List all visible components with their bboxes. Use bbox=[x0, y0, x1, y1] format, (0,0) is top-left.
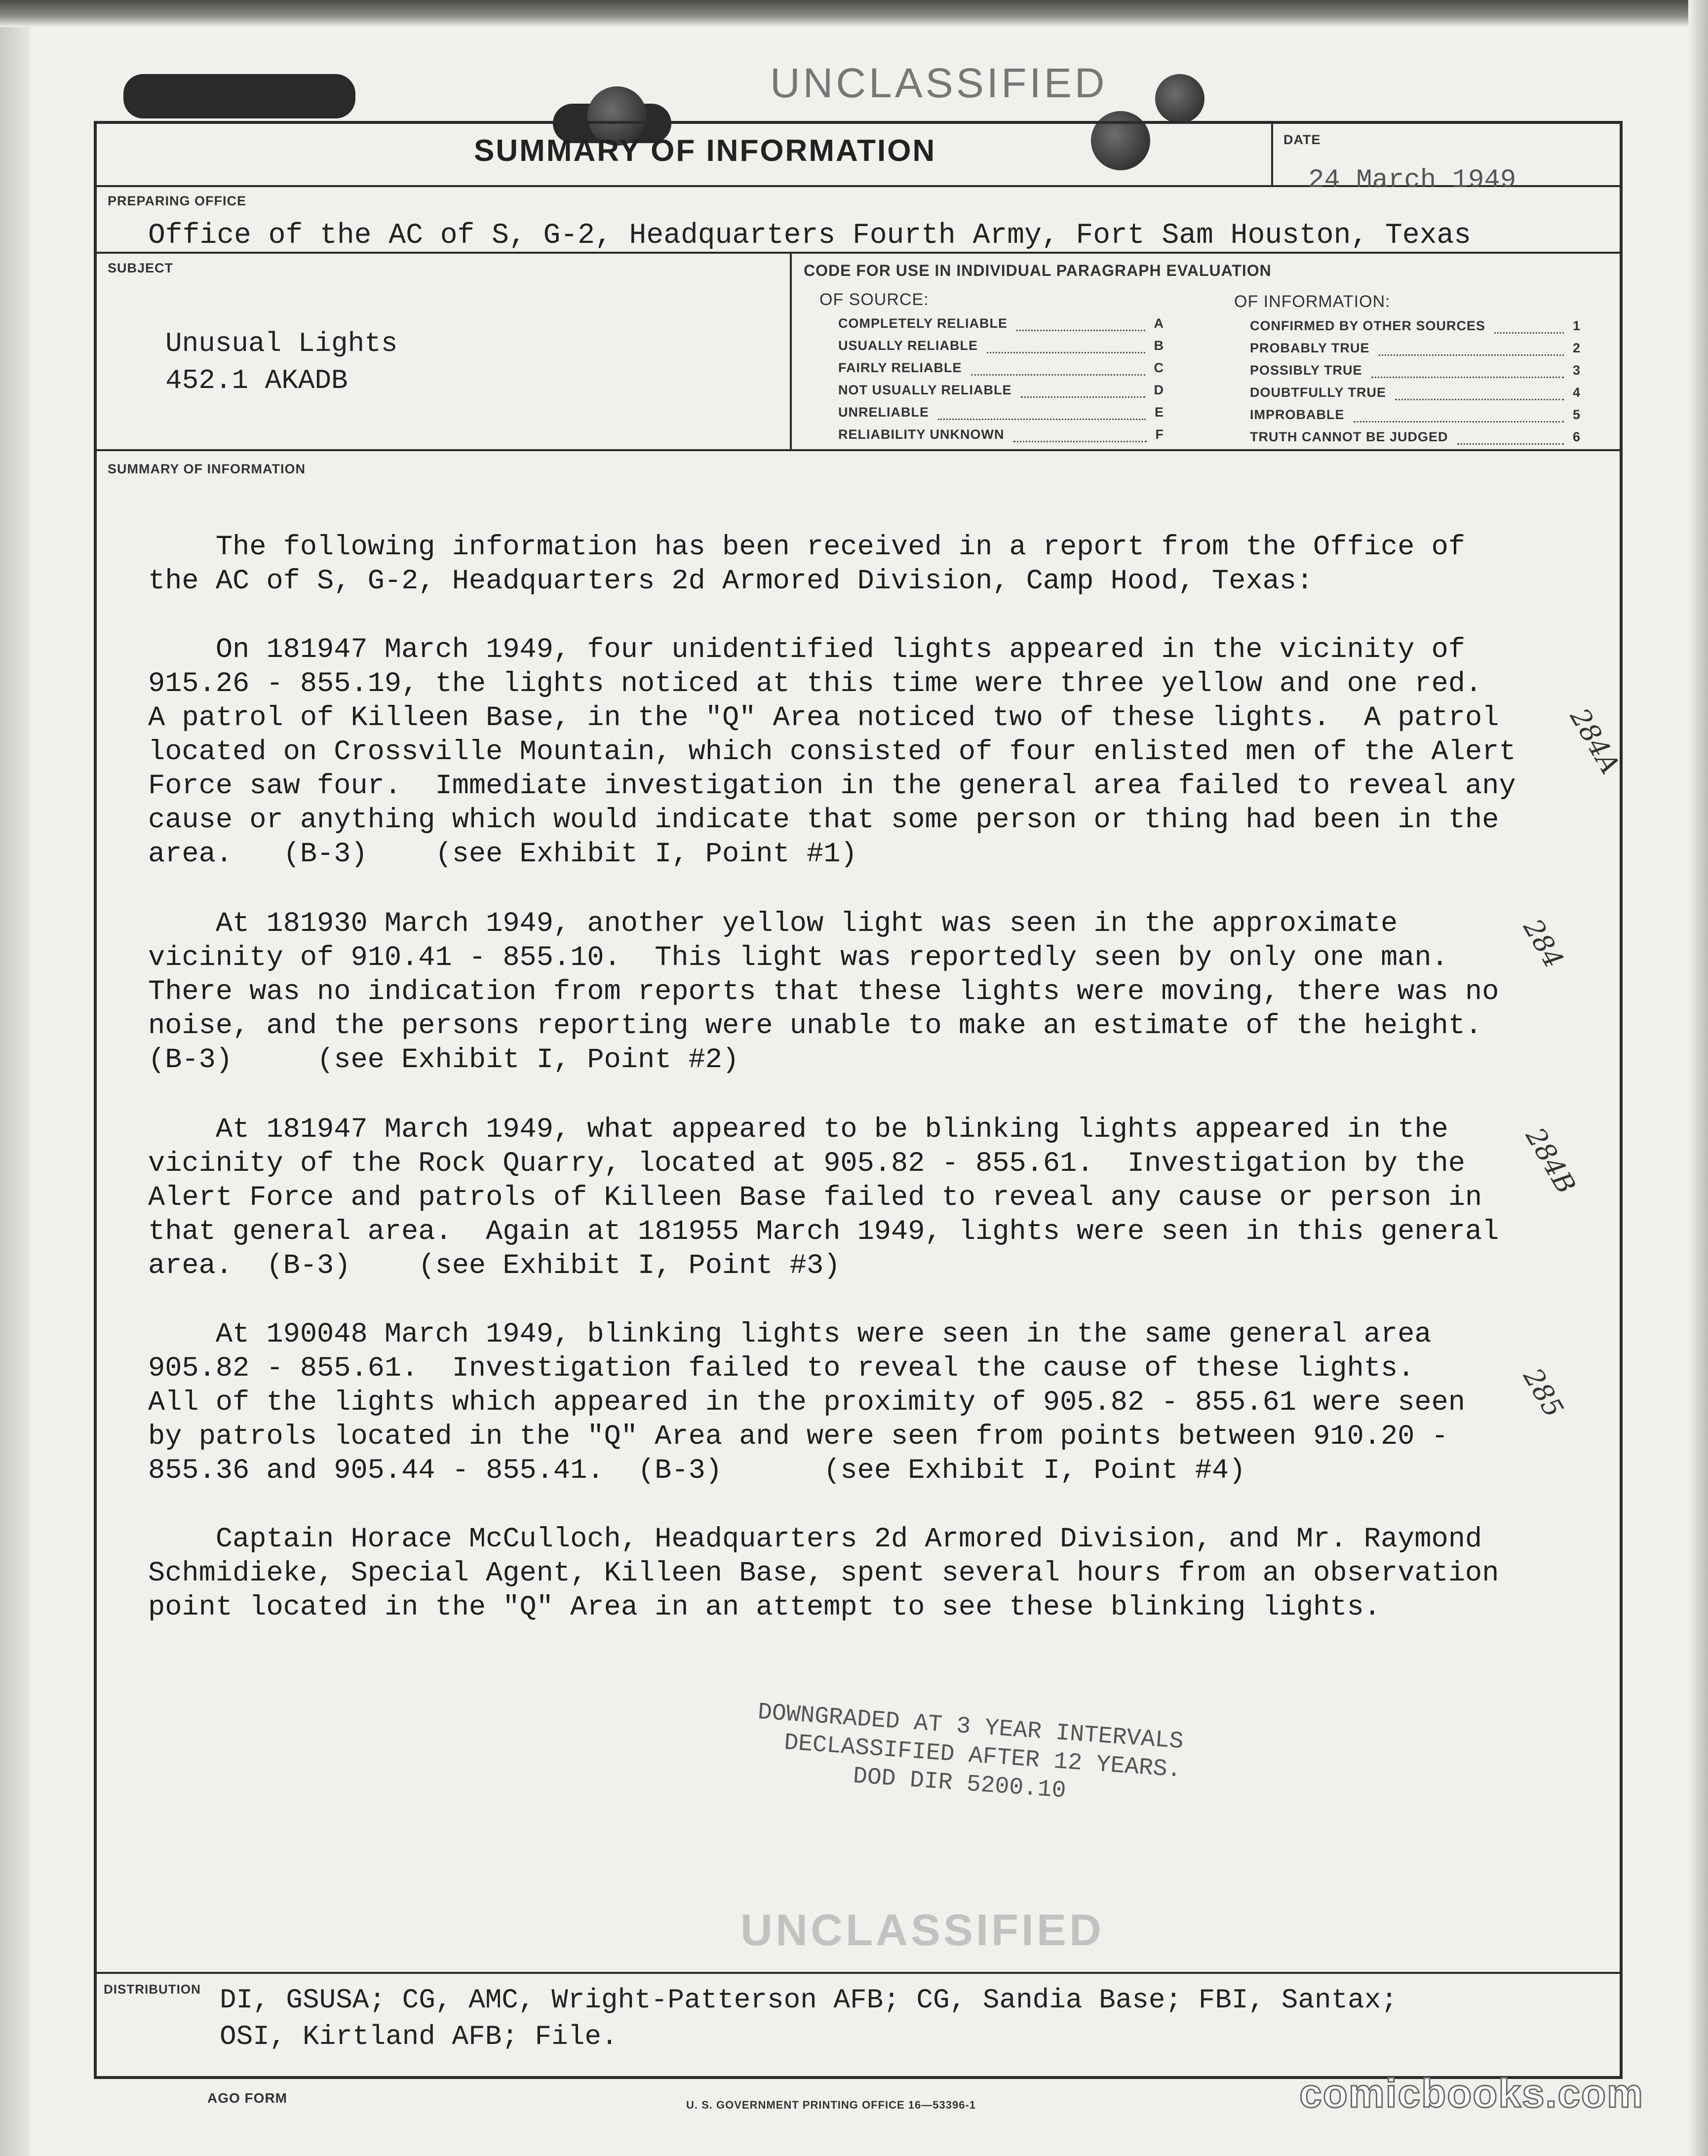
margin-note: 284A bbox=[1564, 703, 1626, 779]
evaluation-code-title: CODE FOR USE IN INDIVIDUAL PARAGRAPH EVALUATION bbox=[804, 262, 1272, 279]
summary-paragraph: The following information has been received in a report from the Office of the AC of S, G-2, Headquarters 2d Armored Division, Camp Hood, Texas: bbox=[148, 532, 1466, 597]
information-heading: OF INFORMATION: bbox=[1234, 292, 1391, 311]
downgrade-stamp: DOWNGRADED AT 3 YEAR INTERVALS DECLASSIFIED AFTER 12 YEARS. DOD DIR 5200.10 bbox=[753, 1699, 1185, 1805]
source-row: COMPLETELY RELIABLE A bbox=[838, 316, 1164, 331]
site-watermark: comicbooks.com bbox=[1299, 2071, 1644, 2116]
summary-paragraph: On 181947 March 1949, four unidentified lights appeared in the vicinity of 915.26 - 855.19, the lights noticed at this time were three yellow and one red. A patrol of Killeen Base, in the "Q" Area noticed two of these lights. A patrol located on Crossville Mountain, which consisted of four enlisted men of the Alert Force saw four. Immediate investigation in the general area failed to reveal any cause or anything which would indicate that some person or thing had been in the area. (B-3) (see Exhibit I, Point #1) bbox=[148, 634, 1516, 870]
rule bbox=[1271, 121, 1273, 187]
information-row: PROBABLY TRUE 2 bbox=[1250, 341, 1581, 355]
printer-line: U. S. GOVERNMENT PRINTING OFFICE 16—53396-1 bbox=[686, 2099, 976, 2111]
scan-left-edge bbox=[0, 0, 30, 2156]
source-reliability-list bbox=[838, 316, 1164, 449]
subject-line-2: 452.1 AKADB bbox=[165, 365, 348, 396]
date-value: 24 March 1949 bbox=[1308, 165, 1516, 195]
scan-right-edge bbox=[1688, 0, 1708, 2156]
source-row: NOT USUALLY RELIABLE D bbox=[838, 383, 1164, 397]
summary-paragraph: At 190048 March 1949, blinking lights were seen in the same general area 905.82 - 855.61. Investigation failed to reveal the cause of these lights. All of the lights which appeared in the proximity of 905.82 - 855.61 were seen by patrols located in the "Q" Area and were seen from points between 910.20 - 855.36 and 905.44 - 855.41. (B-3) (see Exhibit I, Point #4) bbox=[148, 1319, 1466, 1487]
source-heading: OF SOURCE: bbox=[819, 290, 929, 309]
form-number: AGO FORM bbox=[207, 2090, 287, 2106]
source-row: USUALLY RELIABLE B bbox=[838, 338, 1164, 353]
information-row: IMPROBABLE 5 bbox=[1250, 407, 1581, 422]
information-row: POSSIBLY TRUE 3 bbox=[1250, 363, 1581, 378]
margin-note: 284B bbox=[1519, 1122, 1582, 1199]
information-truth-list bbox=[1250, 318, 1581, 452]
preparing-office-value: Office of the AC of S, G-2, Headquarters Fourth Army, Fort Sam Houston, Texas bbox=[148, 220, 1472, 252]
distribution-list: DI, GSUSA; CG, AMC, Wright-Patterson AFB; CG, Sandia Base; FBI, Santax; OSI, Kirtland AFB; File. bbox=[220, 1984, 1397, 2052]
preparing-office-label: PREPARING OFFICE bbox=[108, 193, 247, 208]
summary-paragraph: Captain Horace McCulloch, Headquarters 2d Armored Division, and Mr. Raymond Schmidieke, Special Agent, Killeen Base, spent several hours from an observation point located in the "Q" Area in an attempt to see these blinking lights. bbox=[148, 1524, 1499, 1623]
rule bbox=[94, 252, 1620, 254]
source-row: FAIRLY RELIABLE C bbox=[838, 360, 1164, 375]
information-row: DOUBTFULLY TRUE 4 bbox=[1250, 385, 1581, 400]
date-label: DATE bbox=[1283, 132, 1321, 147]
margin-note: 284 bbox=[1517, 914, 1570, 973]
classification-stamp-bottom: UNCLASSIFIED bbox=[740, 1906, 1105, 1955]
source-row: UNRELIABLE E bbox=[838, 405, 1164, 420]
classification-stamp-top: UNCLASSIFIED bbox=[770, 60, 1108, 106]
source-row: RELIABILITY UNKNOWN F bbox=[838, 427, 1164, 442]
summary-label: SUMMARY OF INFORMATION bbox=[108, 462, 306, 476]
distribution-label: DISTRIBUTION bbox=[104, 1982, 201, 1997]
scan-top-edge bbox=[0, 0, 1708, 27]
subject-line-1: Unusual Lights bbox=[165, 328, 398, 359]
subject-label: SUBJECT bbox=[108, 261, 174, 275]
information-row: TRUTH CANNOT BE JUDGED 6 bbox=[1250, 429, 1581, 444]
redaction-mark bbox=[123, 74, 355, 118]
punch-hole bbox=[1155, 74, 1204, 123]
form-title: SUMMARY OF INFORMATION bbox=[474, 134, 936, 168]
summary-paragraph: At 181930 March 1949, another yellow light was seen in the approximate vicinity of 910.41 - 855.10. This light was reportedly seen by only one man. There was no indication from reports that these lights were moving, there was no noise, and the persons reporting were unable to make an estimate of the height. (B-3) (see Exhibit I, Point #2) bbox=[148, 908, 1499, 1076]
rule bbox=[790, 252, 792, 451]
summary-paragraph: At 181947 March 1949, what appeared to be blinking lights appeared in the vicinity of the Rock Quarry, located at 905.82 - 855.61. Investigation by the Alert Force and patrols of Killeen Base failed to reveal any cause or person in that general area. Again at 181955 March 1949, lights were seen in this general area. (B-3) (see Exhibit I, Point #3) bbox=[148, 1114, 1499, 1282]
margin-note: 285 bbox=[1517, 1363, 1570, 1423]
rule bbox=[94, 1972, 1620, 1974]
information-row: CONFIRMED BY OTHER SOURCES 1 bbox=[1250, 318, 1581, 333]
